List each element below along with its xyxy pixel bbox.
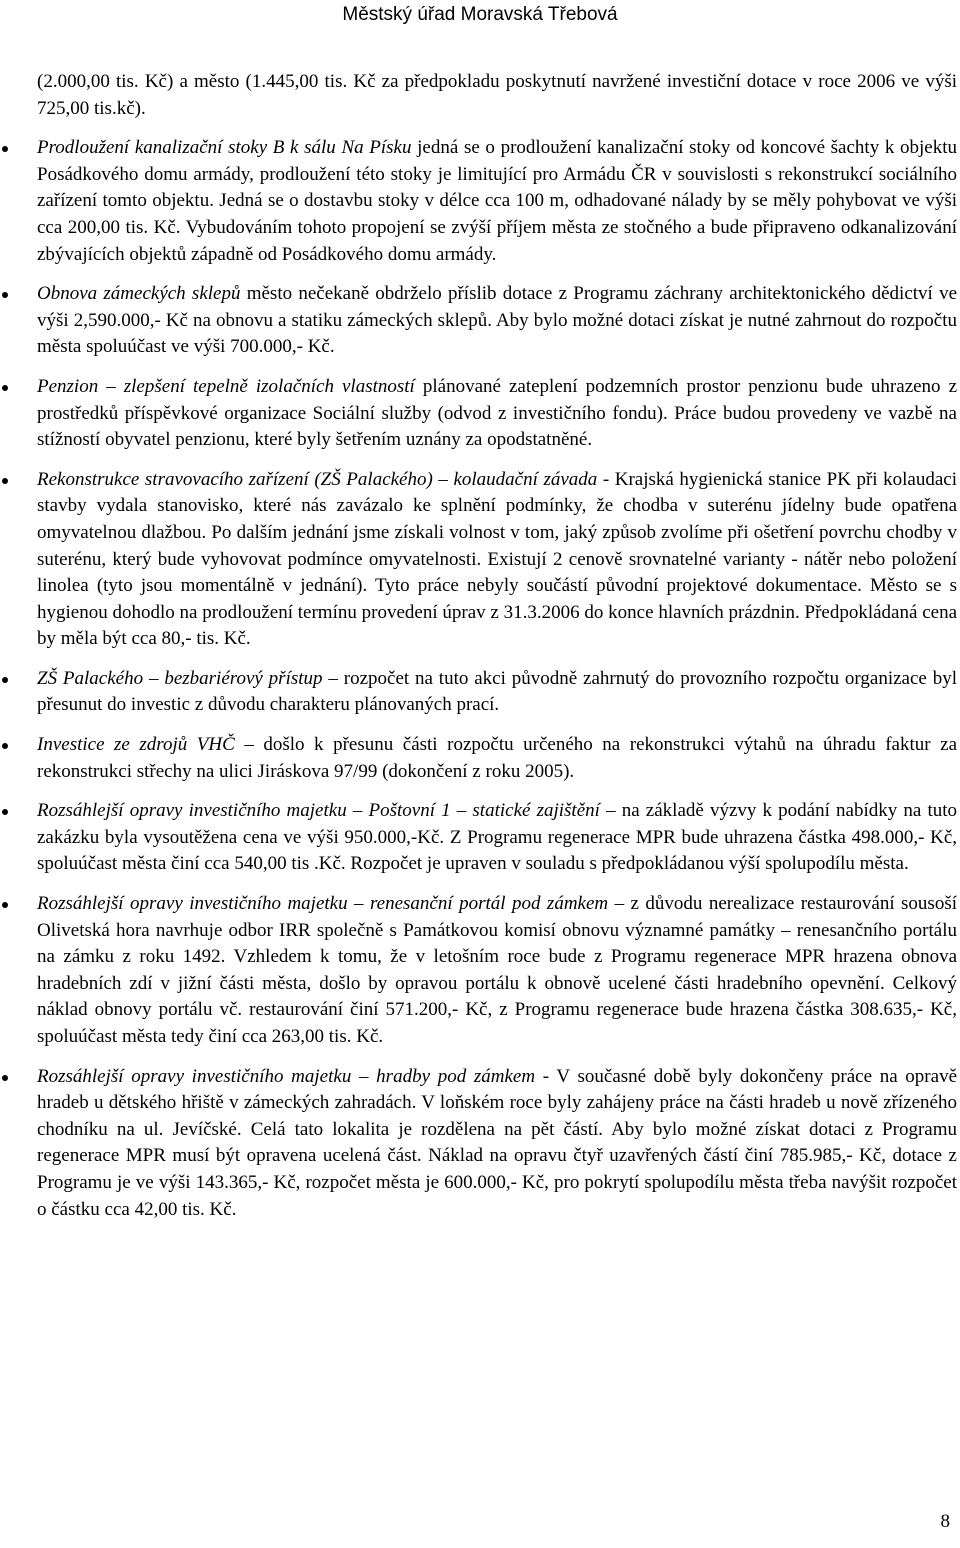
list-item bbox=[37, 732, 957, 785]
item-title: Rozsáhlejší opravy investičního majetku – renesanční portál pod zámkem bbox=[37, 893, 609, 915]
bullet-icon bbox=[2, 146, 8, 152]
list-item bbox=[37, 281, 957, 361]
item-title: Rozsáhlejší opravy investičního majetku – Poštovní 1 – statické zajištění bbox=[37, 800, 600, 822]
item-title: Investice ze zdrojů VHČ bbox=[37, 734, 235, 756]
list-item bbox=[37, 891, 957, 1051]
item-text: jedná se o prodloužení kanalizační stoky od koncové šachty k objektu Posádkového domu armády, prodloužení této stoky je limitující pro Armádu ČR v souvislosti s rekonstrukcí sociálního zařízení tomto objektu. Jedná se o dostavbu stoky v délce cca 100 m, odhadované nálady by se měly pohybovat ve výši cca 200,00 tis. Kč. Vybudováním tohoto propojení se zvýší příjem města ze stočného a bude připraveno odkanalizování zbývajících objektů západně od Posádkového domu armády. bbox=[37, 137, 957, 265]
item-text: – rozpočet na tuto akci původně zahrnutý do provozního rozpočtu organizace byl přesunut do investic z důvodu charakteru plánovaných prací. bbox=[37, 667, 957, 716]
list-item bbox=[37, 467, 957, 653]
list-item bbox=[37, 1064, 957, 1224]
item-title: Obnova zámeckých sklepů bbox=[37, 283, 241, 305]
bullet-icon bbox=[2, 809, 8, 815]
item-title: Prodloužení kanalizační stoky B k sálu Na Písku bbox=[37, 137, 412, 159]
item-text: – z důvodu nerealizace restaurování sousoší Olivetská hora navrhuje odbor IRR společně s Památkovou komisí obnovu významné památky – renesančního portálu na zámku z roku 1492. Vzhledem k tomu, že v letošním roce bude z Programu regenerace MPR hrazena obnova hradebních zdí v jižní části města, došlo by opravou portálu k obnově ucelené části hradebního opevnění. Celkový náklad obnovy portálu vč. restaurování činí 571.200,- Kč, z Programu regenerace bude hrazena částka 308.635,- Kč, spoluúčast města tedy činí cca 263,00 tis. Kč. bbox=[37, 893, 958, 1047]
bullet-icon bbox=[2, 902, 8, 908]
bullet-icon bbox=[2, 292, 8, 298]
page-number: 8 bbox=[940, 1511, 950, 1532]
bullet-icon bbox=[2, 743, 8, 749]
item-title: ZŠ Palackého – bezbariérový přístup bbox=[37, 667, 323, 689]
item-text: město nečekaně obdrželo příslib dotace z Programu záchrany architektonického dědictví ve výši 2,590.000,- Kč na obnovu a statiku zámeckých sklepů. Aby bylo možné dotaci získat je nutné zahrnout do rozpočtu města spoluúčast ve výši 700.000,- Kč. bbox=[37, 283, 957, 358]
intro-paragraph: (2.000,00 tis. Kč) a město (1.445,00 tis. Kč za předpokladu poskytnutí navržené investiční dotace v roce 2006 ve výši 725,00 tis.kč). bbox=[37, 71, 957, 119]
item-title: Rozsáhlejší opravy investičního majetku – hradby pod zámkem bbox=[37, 1065, 536, 1087]
item-title: Rekonstrukce stravovacího zařízení (ZŠ Palackého) – kolaudační závada bbox=[37, 468, 598, 490]
item-text: plánované zateplení podzemních prostor penzionu bude uhrazeno z prostředků příspěvkové organizace Sociální služby (odvod z investičního fondu). Práce budou provedeny ve vazbě na stížností obyvatel penzionu, které byly šetřením uznány za opodstatněné. bbox=[37, 375, 958, 451]
item-text: - Krajská hygienická stanice PK při kolaudaci stavby vydala stanovisko, které nás zavázalo ke splnění podmínky, že chodba v suterénu jídelny bude opatřena omyvatelnou dlažbou. Po dalším jednání jsme získali volnost v tom, jaký způsob zvolíme při ošetření povrchu chodby v suterénu, který bude vyhovovat podmínce omyvatelnosti. Existují 2 cenově srovnatelné varianty - nátěr nebo položení linolea (tyto jsou momentálně v jednání). Tyto práce nebyly součástí původní projektové dokumentace. Město se s hygienou dohodlo na prodloužení termínu provedení úprav z 31.3.2006 do konce hlavních prázdnin. Předpokládaná cena by měla být cca 80,- tis. Kč. bbox=[37, 468, 958, 650]
item-title: Penzion – zlepšení tepelně izolačních vlastností bbox=[37, 375, 415, 397]
list-item bbox=[37, 666, 957, 719]
bullet-icon bbox=[2, 385, 8, 391]
list-item bbox=[37, 374, 957, 454]
item-text: – na základě výzvy k podání nabídky na tuto zakázku byla vysoutěžena cena ve výši 950.000,-Kč. Z Programu regenerace MPR bude uhrazena částka 498.000,- Kč, spoluúčast města činí cca 540,00 tis .Kč. Rozpočet je upraven v souladu s předpokládanou výší spolupodílu města. bbox=[37, 800, 958, 875]
list-item bbox=[37, 798, 957, 878]
bullet-icon bbox=[2, 677, 8, 683]
list-item bbox=[37, 135, 957, 268]
bullet-icon bbox=[2, 1075, 8, 1081]
page-header: Městský úřad Moravská Třebová bbox=[342, 4, 618, 25]
item-text: – došlo k přesunu části rozpočtu určeného na rekonstrukci výtahů na úhradu faktur za rekonstrukci střechy na ulici Jiráskova 97/99 (dokončení z roku 2005). bbox=[37, 734, 957, 782]
item-text: - V současné době byly dokončeny práce na opravě hradeb u dětského hřiště v zámeckých zahradách. V loňském roce byly zahájeny práce na části hradeb u nově zřízeného chodníku na ul. Jevíčské. Celá tato lokalita je rozdělena na pět částí. Aby bylo možné získat dotaci z Programu regenerace MPR musí být opravena ucelená část. Náklad na opravu čtyř uzavřených částí činí 785.985,- Kč, dotace z Programu je ve výši 143.365,- Kč, rozpočet města je 600.000,- Kč, pro pokrytí spolupodílu města třeba navýšit rozpočet o částku cca 42,00 tis. Kč. bbox=[37, 1065, 957, 1220]
bullet-icon bbox=[2, 478, 8, 484]
document-body bbox=[37, 69, 957, 1223]
